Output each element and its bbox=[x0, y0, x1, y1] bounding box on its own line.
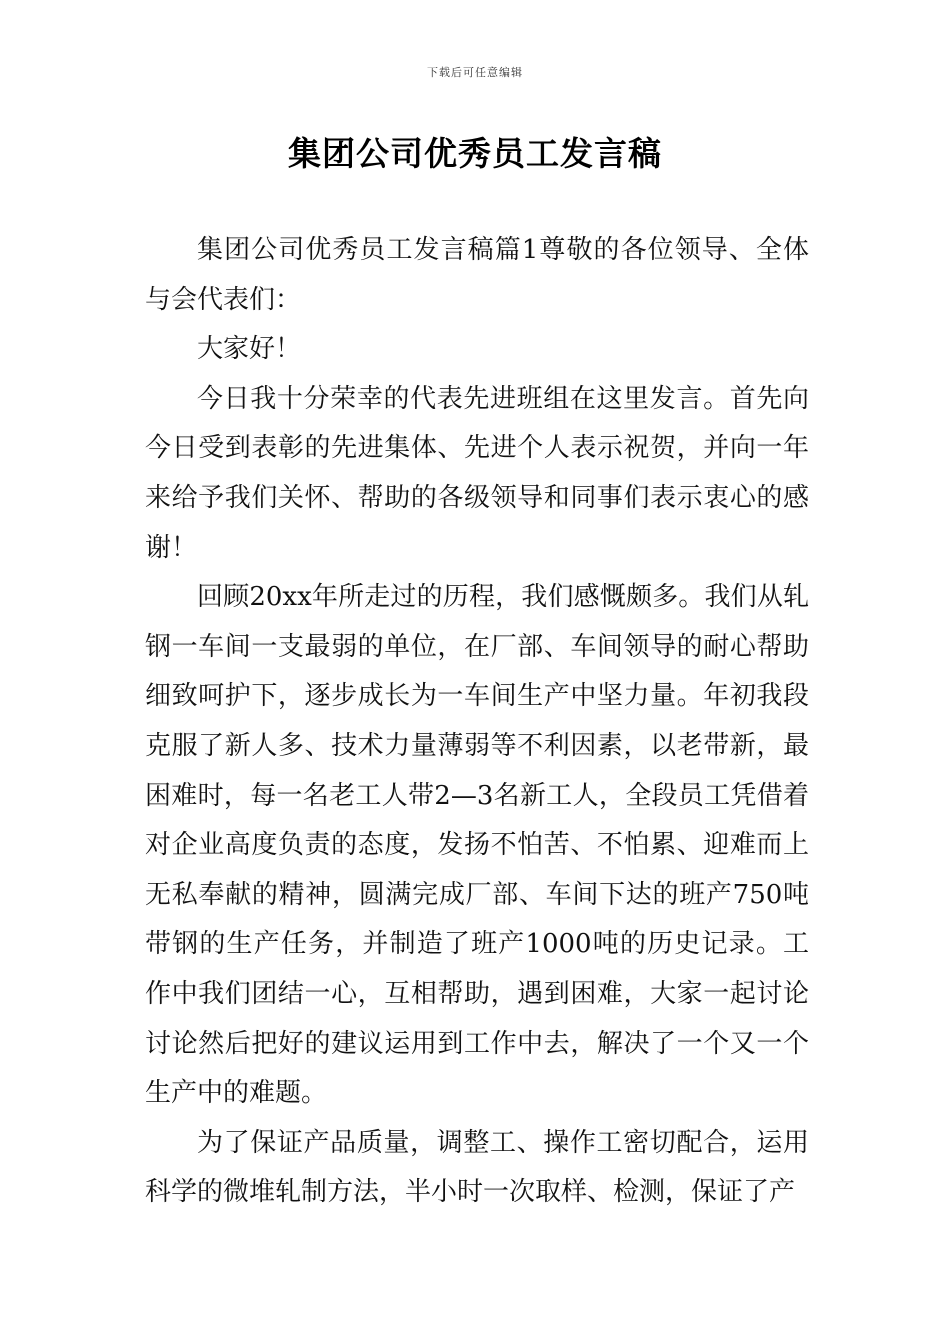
document-body bbox=[145, 226, 809, 1218]
paragraph-quality: 为了保证产品质量，调整工、操作工密切配合，运用科学的微堆轧制方法，半小时一次取样、检测，保证了产 bbox=[145, 1127, 809, 1208]
document-title: 集团公司优秀员工发言稿 bbox=[288, 134, 662, 173]
paragraph-thanks: 今日我十分荣幸的代表先进班组在这里发言。首先向今日受到表彰的先进集体、先进个人表示祝贺，并向一年来给予我们关怀、帮助的各级领导和同事们表示衷心的感谢！ bbox=[145, 383, 809, 563]
paragraph-hello: 大家好！ bbox=[197, 334, 302, 365]
header-note: 下载后可任意编辑 bbox=[427, 66, 523, 79]
paragraph-review: 回顾20xx年所走过的历程，我们感慨颇多。我们从轧钢一车间一支最弱的单位，在厂部、车间领导的耐心帮助细致呵护下，逐步成长为一车间生产中坚力量。年初我段克服了新人多、技术力量薄弱等不利因素，以老带新，最困难时，每一名老工人带2—3名新工人，全段员工凭借着对企业高度负责的态度，发扬不怕苦、不怕累、迎难而上无私奉献的精神，圆满完成厂部、车间下达的班产750吨带钢的生产任务，并制造了班产1000吨的历史记录。工作中我们团结一心，互相帮助，遇到困难，大家一起讨论讨论然后把好的建议运用到工作中去，解决了一个又一个生产中的难题。 bbox=[145, 582, 809, 1109]
paragraph-greeting-address: 集团公司优秀员工发言稿篇1尊敬的各位领导、全体与会代表们： bbox=[145, 235, 809, 315]
